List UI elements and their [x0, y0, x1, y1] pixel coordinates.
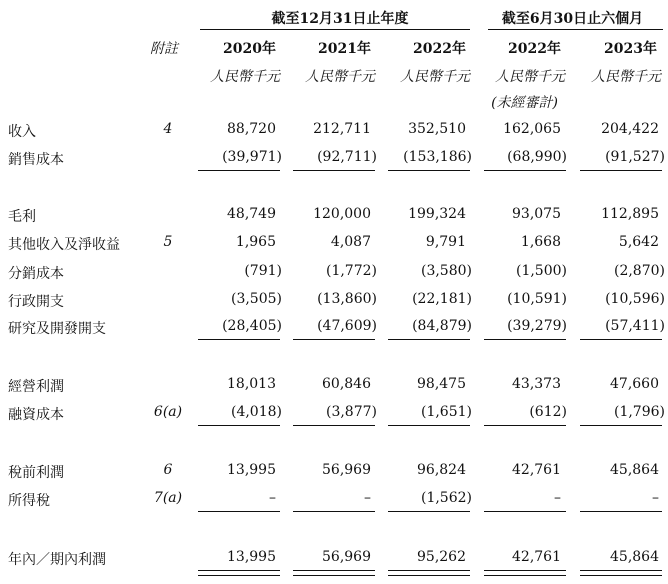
unit-2022: 人民幣千元	[400, 69, 470, 85]
cell-tax-2022h: –	[554, 490, 561, 506]
cell-admin-2023h: (10,596)	[605, 291, 665, 307]
row-label-operating-profit: 經營利潤	[8, 379, 64, 395]
cell-revenue-2023h: 204,422	[601, 121, 659, 137]
group-underline-year	[200, 29, 470, 30]
row-label-gross-profit: 毛利	[8, 209, 36, 225]
unit-2021: 人民幣千元	[305, 69, 375, 85]
cell-cos-2022h: (68,990)	[507, 149, 567, 165]
cell-op-2023h: 47,660	[610, 376, 659, 392]
rule-rnd-2022h	[484, 339, 566, 340]
cell-pfp-2022: 95,262	[417, 549, 466, 565]
rule-tax-2023h	[580, 511, 662, 512]
cell-admin-2021: (13,860)	[317, 291, 377, 307]
cell-pfp-2021: 56,969	[322, 549, 371, 565]
col-header-2022-half: 2022年	[508, 41, 561, 57]
rule-cos-2023h	[580, 170, 662, 171]
rule-fc-2022	[388, 425, 470, 426]
row-label-pbt: 稅前利潤	[8, 465, 64, 481]
cell-pfp-2023h: 45,864	[610, 549, 659, 565]
rule-rnd-2023h	[580, 339, 662, 340]
row-note-other-income: 5	[163, 234, 173, 250]
rule-rnd-2022	[388, 339, 470, 340]
rule-tax-2020	[198, 511, 280, 512]
col-header-2021: 2021年	[318, 41, 371, 57]
cell-dist-2021: (1,772)	[325, 263, 377, 279]
rule-cos-2022h	[484, 170, 566, 171]
cell-op-2021: 60,846	[322, 376, 371, 392]
cell-fc-2023h: (1,796)	[613, 404, 665, 420]
row-note-pbt: 6	[163, 462, 173, 478]
cell-op-2020: 18,013	[227, 376, 276, 392]
double-rule-2020	[198, 570, 280, 576]
rule-tax-2022	[388, 511, 470, 512]
cell-revenue-2022: 352,510	[408, 121, 466, 137]
row-label-admin: 行政開支	[8, 294, 64, 310]
rule-tax-2021	[293, 511, 375, 512]
double-rule-2021	[293, 570, 375, 576]
cell-pbt-2021: 56,969	[322, 462, 371, 478]
group-header-half: 截至6月30日止六個月	[501, 11, 644, 27]
cell-fc-2020: (4,018)	[230, 404, 282, 420]
cell-pbt-2023h: 45,864	[610, 462, 659, 478]
row-note-income-tax: 7(a)	[153, 490, 183, 506]
cell-cos-2021: (92,711)	[317, 149, 377, 165]
unit-2022-half: 人民幣千元	[495, 69, 565, 85]
row-label-finance-cost: 融資成本	[8, 407, 64, 423]
cell-dist-2020: (791)	[244, 263, 282, 279]
rule-cos-2020	[198, 170, 280, 171]
cell-oi-2023h: 5,642	[618, 234, 659, 250]
row-label-profit-for-period: 年內／期內利潤	[8, 552, 106, 568]
double-rule-2023h	[580, 570, 662, 576]
cell-pfp-2020: 13,995	[227, 549, 276, 565]
cell-oi-2020: 1,965	[235, 234, 276, 250]
cell-op-2022: 98,475	[417, 376, 466, 392]
double-rule-2022h	[484, 570, 566, 576]
unaudited-label: (未經審計)	[491, 95, 558, 111]
unit-2020: 人民幣千元	[210, 69, 280, 85]
note-column-header: 附註	[150, 41, 178, 57]
cell-oi-2021: 4,087	[330, 234, 371, 250]
row-note-finance-cost: 6(a)	[153, 404, 183, 420]
col-header-2020: 2020年	[223, 41, 276, 57]
cell-dist-2022h: (1,500)	[515, 263, 567, 279]
cell-gp-2022: 199,324	[408, 206, 466, 222]
row-label-income-tax: 所得稅	[8, 493, 50, 509]
cell-gp-2020: 48,749	[227, 206, 276, 222]
group-header-year: 截至12月31日止年度	[271, 11, 409, 27]
rule-cos-2022	[388, 170, 470, 171]
rule-fc-2020	[198, 425, 280, 426]
cell-revenue-2022h: 162,065	[503, 121, 561, 137]
cell-dist-2023h: (2,870)	[613, 263, 665, 279]
cell-gp-2023h: 112,895	[601, 206, 659, 222]
cell-cos-2022: (153,186)	[403, 149, 472, 165]
cell-rnd-2022h: (39,279)	[507, 318, 567, 334]
cell-admin-2022h: (10,591)	[507, 291, 567, 307]
group-underline-half	[488, 29, 663, 30]
cell-pfp-2022h: 42,761	[512, 549, 561, 565]
row-label-rnd: 研究及開發開支	[8, 321, 106, 337]
rule-cos-2021	[293, 170, 375, 171]
cell-pbt-2022: 96,824	[417, 462, 466, 478]
cell-revenue-2021: 212,711	[313, 121, 371, 137]
cell-cos-2023h: (91,527)	[605, 149, 665, 165]
cell-fc-2022h: (612)	[529, 404, 567, 420]
col-header-2022: 2022年	[413, 41, 466, 57]
cell-rnd-2021: (47,609)	[317, 318, 377, 334]
double-rule-2022	[388, 570, 470, 576]
cell-oi-2022: 9,791	[425, 234, 466, 250]
cell-oi-2022h: 1,668	[520, 234, 561, 250]
cell-rnd-2020: (28,405)	[222, 318, 282, 334]
cell-revenue-2020: 88,720	[227, 121, 276, 137]
cell-tax-2022: (1,562)	[420, 490, 472, 506]
cell-admin-2022: (22,181)	[412, 291, 472, 307]
rule-rnd-2021	[293, 339, 375, 340]
cell-fc-2021: (3,877)	[325, 404, 377, 420]
rule-tax-2022h	[484, 511, 566, 512]
cell-cos-2020: (39,971)	[222, 149, 282, 165]
cell-op-2022h: 43,373	[512, 376, 561, 392]
cell-tax-2023h: –	[652, 490, 659, 506]
cell-tax-2021: –	[364, 490, 371, 506]
cell-rnd-2023h: (57,411)	[605, 318, 665, 334]
row-label-cost-of-sales: 銷售成本	[8, 152, 64, 168]
rule-fc-2021	[293, 425, 375, 426]
row-label-other-income: 其他收入及淨收益	[8, 237, 120, 253]
cell-admin-2020: (3,505)	[230, 291, 282, 307]
unit-2023-half: 人民幣千元	[591, 69, 661, 85]
cell-pbt-2022h: 42,761	[512, 462, 561, 478]
col-header-2023-half: 2023年	[604, 41, 657, 57]
row-note-revenue: 4	[163, 121, 173, 137]
cell-fc-2022: (1,651)	[420, 404, 472, 420]
cell-tax-2020: –	[269, 490, 276, 506]
row-label-revenue: 收入	[8, 124, 36, 140]
cell-rnd-2022: (84,879)	[412, 318, 472, 334]
cell-dist-2022: (3,580)	[420, 263, 472, 279]
rule-rnd-2020	[198, 339, 280, 340]
cell-gp-2021: 120,000	[313, 206, 371, 222]
cell-pbt-2020: 13,995	[227, 462, 276, 478]
rule-fc-2023h	[580, 425, 662, 426]
cell-gp-2022h: 93,075	[512, 206, 561, 222]
rule-fc-2022h	[484, 425, 566, 426]
row-label-distribution: 分銷成本	[8, 266, 64, 282]
